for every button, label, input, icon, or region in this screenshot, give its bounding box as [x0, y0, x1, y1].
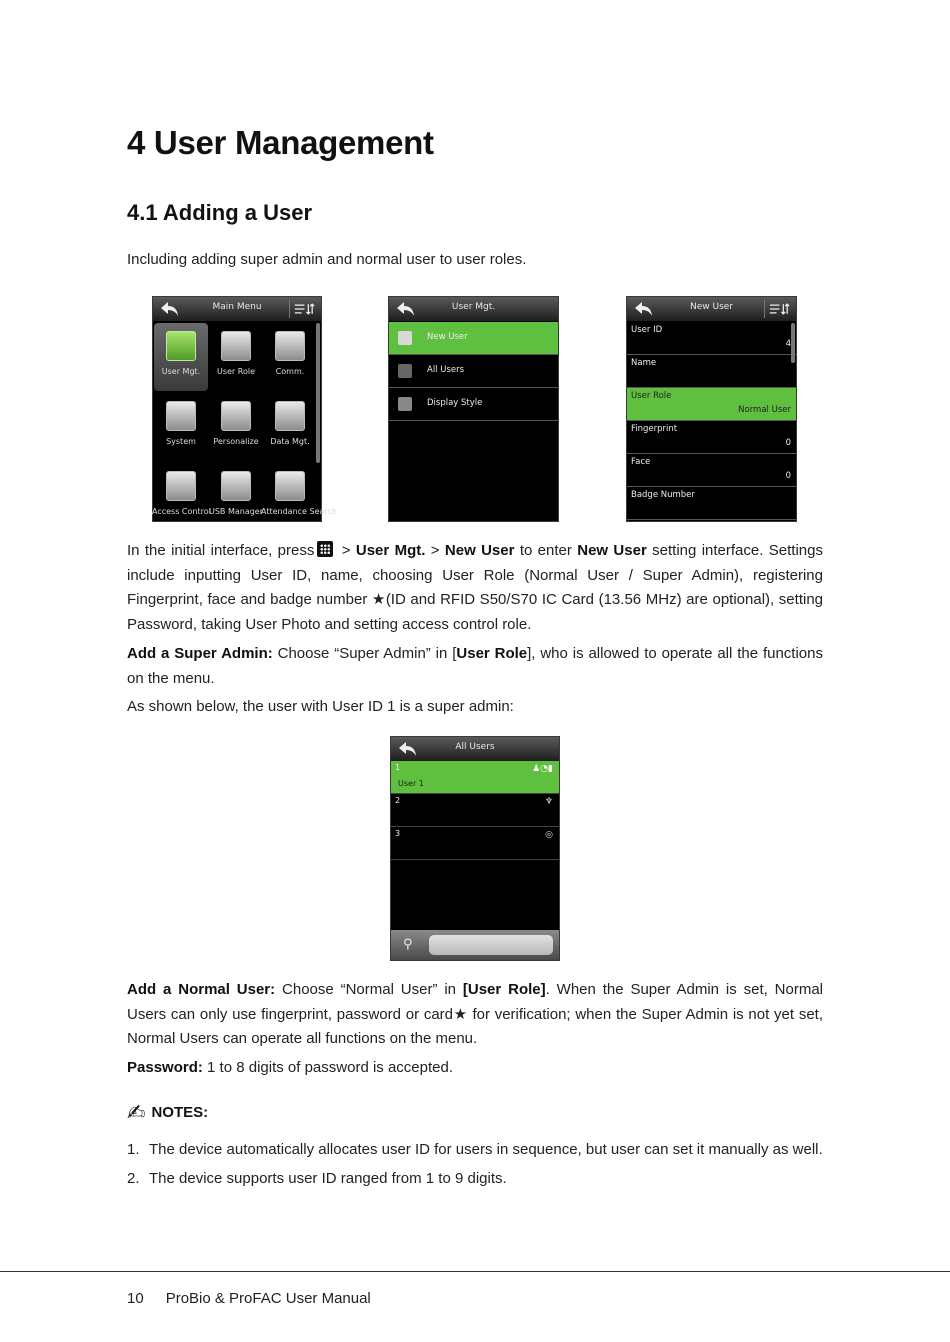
field-user-role: User Role Normal User: [627, 388, 796, 421]
antenna-icon: [275, 331, 305, 361]
menu-row-display-style: Display Style: [389, 388, 558, 421]
menu-row-all-users: All Users: [389, 355, 558, 388]
page-number: 10: [127, 1290, 144, 1307]
menu-grid-icon: [317, 541, 333, 557]
screen-title: Main Menu: [212, 302, 262, 312]
page-footer: [127, 1290, 371, 1307]
top-bar: [389, 297, 558, 321]
top-bar: [627, 297, 796, 321]
chapter-title: 4 User Management: [127, 124, 434, 161]
menu-row-new-user: New User: [389, 322, 558, 355]
sort-menu-icon: [289, 300, 317, 318]
user-icon: [166, 331, 196, 361]
usb-icon: [221, 471, 251, 501]
sort-menu-icon: [764, 300, 792, 318]
tile-access-control: Access Control: [154, 463, 208, 531]
search-input: [429, 935, 553, 955]
user-role-icon: [221, 331, 251, 361]
note-item: 1. The device automatically allocates user ID for users in sequence, but user can set it manually as well.: [127, 1141, 823, 1158]
note-item: 2. The device supports user ID ranged from 1 to 9 digits.: [127, 1170, 507, 1187]
personalize-icon: [221, 401, 251, 431]
tile-user-role: User Role: [209, 323, 263, 391]
gear-icon: [166, 401, 196, 431]
user-row: 3 ◎: [391, 827, 559, 860]
tile-system: System: [154, 393, 208, 461]
manual-title: ProBio & ProFAC User Manual: [165, 1290, 371, 1307]
search-record-icon: [275, 471, 305, 501]
footer-divider: [0, 1271, 950, 1272]
star-icon: ★: [453, 1005, 468, 1023]
tile-data-mgt: Data Mgt.: [263, 393, 317, 461]
scrollbar: [316, 323, 320, 463]
notes-heading: ✍ NOTES:: [127, 1100, 209, 1125]
door-icon: [166, 471, 196, 501]
field-name: Name: [627, 355, 796, 388]
star-icon: ★: [371, 591, 386, 608]
user-row: 1 User 1 ♟◔▮: [391, 761, 559, 794]
field-badge-number: Badge Number: [627, 487, 796, 520]
scrollbar: [791, 323, 795, 363]
menu-grid: [152, 321, 337, 521]
field-user-id: User ID 4: [627, 322, 796, 355]
search-icon: ⚲: [403, 937, 413, 952]
plus-icon: [398, 331, 412, 345]
list-icon: [398, 364, 412, 378]
user-row: 2 ♆: [391, 794, 559, 827]
tile-personalize: Personalize: [209, 393, 263, 461]
super-admin-text: Add a Super Admin: Choose “Super Admin” in [User Role], who is allowed to operate all the functions on the menu.: [127, 645, 823, 687]
screen-title: User Mgt.: [451, 302, 496, 312]
super-admin-example-text: As shown below, the user with User ID 1 is a super admin:: [127, 698, 514, 715]
section-title: 4.1 Adding a User: [127, 200, 313, 225]
main-menu-screenshot: [152, 296, 337, 522]
admin-credential-icons: ♟◔▮: [532, 764, 553, 774]
field-face: Face 0: [627, 454, 796, 487]
password-text: Password: 1 to 8 digits of password is accepted.: [127, 1059, 453, 1076]
top-bar: [153, 297, 321, 321]
new-user-instructions: In the initial interface, press > User Mgt. > New User to enter New User setting interface. Settings include inputting User ID, name, choosing User Role (Normal User / Super Admin), registering Fingerprint, face and badge number ★(ID and RFID S50/S70 IC Card (13.56 MHz) are optional), setting Password, taking User Photo and setting access control role.: [127, 542, 823, 633]
screen-title: All Users: [455, 742, 495, 752]
tile-usb-manager: USB Manager: [209, 463, 263, 531]
new-user-screenshot: [626, 296, 797, 522]
normal-user-text: Add a Normal User: Choose “Normal User” in [User Role]. When the Super Admin is set, Normal Users can only use fingerprint, password or card★ for verification; when the Super Admin is not yet set, Normal Users can operate all functions on the menu.: [127, 981, 824, 1047]
display-style-icon: [398, 397, 412, 411]
user-mgt-screenshot: [388, 296, 559, 522]
tile-user-mgt: User Mgt.: [154, 323, 208, 391]
tile-attendance-search: Attendance Search: [263, 463, 317, 531]
intro-text: Including adding super admin and normal user to user roles.: [127, 251, 527, 268]
all-users-screenshot: [390, 736, 560, 961]
pen-note-icon: ✍: [127, 1100, 146, 1125]
search-bar: [391, 930, 559, 960]
password-key-icon: ♆: [544, 797, 553, 807]
top-bar: [391, 737, 559, 761]
fingerprint-icon: ◎: [545, 830, 553, 840]
data-icon: [275, 401, 305, 431]
field-fingerprint: Fingerprint 0: [627, 421, 796, 454]
tile-comm: Comm.: [263, 323, 317, 391]
screen-title: New User: [689, 302, 733, 312]
